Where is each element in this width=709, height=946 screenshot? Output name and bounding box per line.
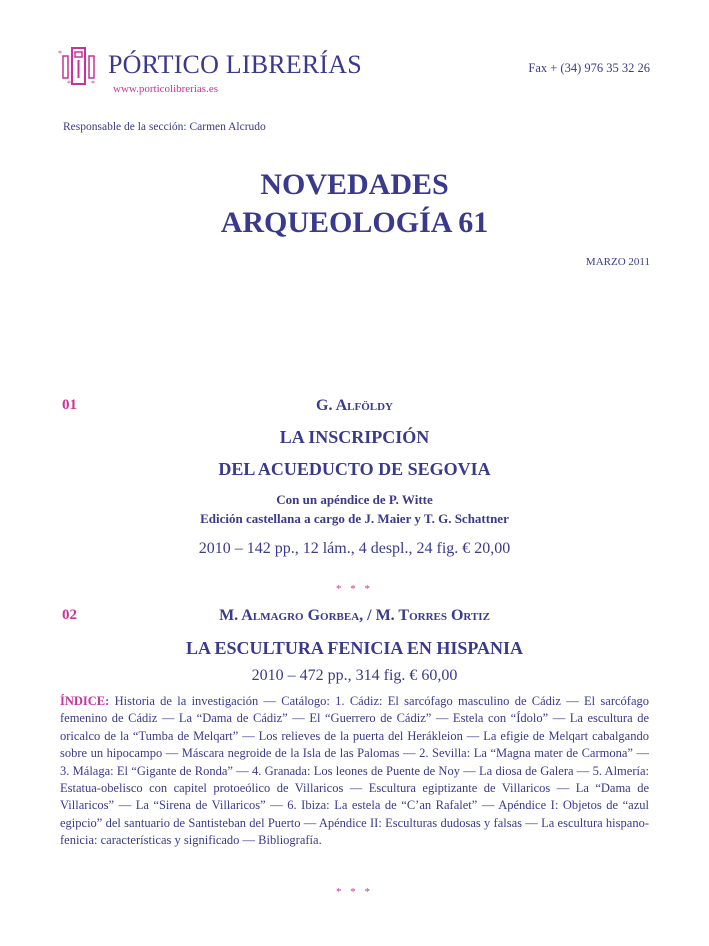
index-text: Historia de la investigación — Catálogo: 1. Cádiz: El sarcófago masculino de Cádiz — El sarcófago femenino de Cádiz — La “Dama de Cádiz” — El “Guerrero de Cádiz” — Estela con “Ídolo” — La escultura de oricalco de la “Tumba de Melqart” — Los relieves de la puerta del Herákleion — La efigie de Melqart cabalgando sobre un hipocampo — Máscara negroide de la Isla de las Palomas — 2. Sevilla: La “Magna mater de Carmona” — 3. Málaga: El “Gigante de Ronda” — 4. Granada: Los leones de Puente de Noy — La diosa de Galera — 5. Almería: Estatua-obelisco con capitel protoeólico de Villaricos — Escultura egiptizante de Villaricos — La “Dama de Villaricos” — La “Sirena de Villaricos” — 6. Ibiza: La estela de “C’an Rafalet” — Apéndice I: Objetos de “azul egipcio” del santuario de Santisteban del Puerto — Apéndice II: Esculturas dudosas y falsas — La escultura hispano-fenicia: características y significado — Bibliografía.	[60, 694, 649, 848]
section-responsible: Responsable de la sección: Carmen Alcrudo	[63, 121, 266, 133]
item-number: 02	[62, 607, 77, 623]
svg-text:*: *	[58, 49, 62, 58]
portico-logo-icon	[58, 46, 98, 86]
item-index	[60, 693, 649, 850]
brand-name: PÓRTICO LIBRERÍAS	[108, 50, 362, 79]
item-title-line1: LA ESCULTURA FENICIA EN HISPANIA	[185, 638, 524, 658]
separator: * * *	[336, 886, 373, 898]
item-subtitle: Con un apéndice de P. Witte	[276, 492, 433, 507]
page-title-line1: NOVEDADES	[260, 168, 449, 201]
separator: * * *	[336, 583, 373, 595]
svg-text:*: *	[67, 79, 71, 86]
page-title-line2: ARQUEOLOGÍA 61	[220, 206, 489, 239]
author-name: G. Alföldy	[316, 397, 393, 414]
item-number: 01	[62, 397, 77, 413]
item-title-line2: DEL ACUEDUCTO DE SEGOVIA	[218, 459, 491, 479]
item-subtitle: Edición castellana a cargo de J. Maier y T. G. Schattner	[200, 511, 509, 526]
item-meta: 2010 – 472 pp., 314 fig. € 60,00	[251, 667, 458, 684]
item-meta: 2010 – 142 pp., 12 lám., 4 despl., 24 fig. € 20,00	[198, 540, 511, 557]
issue-date: MARZO 2011	[585, 256, 650, 268]
item-author	[60, 607, 649, 625]
fax-number: Fax + (34) 976 35 32 26	[528, 61, 650, 75]
item-title-line1: LA INSCRIPCIÓN	[279, 427, 430, 447]
website-link[interactable]: www.porticolibrerias.es	[113, 83, 218, 95]
svg-text:*: *	[91, 79, 95, 86]
author-name: M. Almagro Gorbea, / M. Torres Ortiz	[219, 607, 490, 624]
index-label: ÍNDICE:	[60, 694, 110, 708]
item-author	[60, 397, 649, 415]
